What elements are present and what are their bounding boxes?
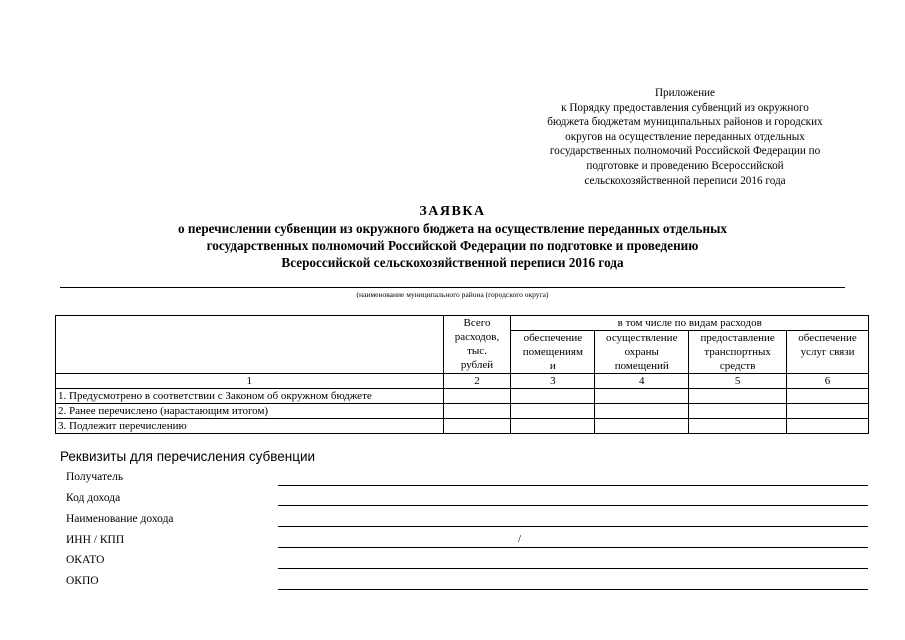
header-line: средств [719, 360, 756, 372]
column-number: 3 [511, 374, 595, 389]
header-security [595, 331, 689, 374]
recipient-label: Получатель [66, 471, 124, 483]
okato-field[interactable] [278, 568, 868, 569]
table-row [56, 419, 869, 434]
subtitle-line: Всероссийской сельскохозяйственной переписи 2016 года [281, 255, 624, 270]
header-total [443, 316, 511, 374]
document-title: ЗАЯВКА [419, 204, 486, 219]
table-cell[interactable] [511, 419, 595, 434]
table-cell[interactable] [443, 389, 511, 404]
table-cell[interactable] [443, 404, 511, 419]
appendix-line: сельскохозяйственной переписи 2016 года [584, 174, 786, 187]
okato-label: ОКАТО [66, 554, 105, 566]
table-cell[interactable] [787, 419, 869, 434]
okpo-label: ОКПО [66, 575, 99, 587]
header-line: обеспечение [523, 332, 583, 344]
table-row [56, 404, 869, 419]
column-number: 6 [787, 374, 869, 389]
income-code-field[interactable] [278, 505, 868, 506]
inn-kpp-separator: / [518, 533, 522, 545]
header-total-line: Всего [463, 317, 491, 329]
table-cell[interactable] [443, 419, 511, 434]
header-line: обеспечение [798, 332, 857, 344]
table-cell[interactable] [787, 404, 869, 419]
inn-kpp-field[interactable] [278, 547, 868, 548]
header-line: предоставление [700, 332, 775, 344]
header-communication [787, 331, 869, 374]
table-cell[interactable] [689, 419, 787, 434]
income-code-label: Код дохода [66, 492, 121, 504]
header-premises [511, 331, 595, 374]
row-label: 3. Подлежит перечислению [56, 419, 444, 434]
table-cell[interactable] [787, 389, 869, 404]
column-number: 2 [443, 374, 511, 389]
header-line: помещений [614, 360, 669, 372]
header-line: помещениям [522, 346, 583, 358]
table-cell[interactable] [511, 389, 595, 404]
okpo-field[interactable] [278, 589, 868, 590]
header-group: в том числе по видам расходов [511, 316, 869, 331]
column-number: 4 [595, 374, 689, 389]
recipient-field[interactable] [278, 485, 868, 486]
appendix-line: бюджета бюджетам муниципальных районов и городских [547, 116, 823, 129]
subtitle-line: государственных полномочий Российской Федерации по подготовке и проведению [206, 238, 699, 253]
municipality-fill-line[interactable] [60, 287, 845, 288]
table-header-row [56, 316, 869, 331]
table-cell[interactable] [595, 389, 689, 404]
column-number: 5 [689, 374, 787, 389]
table-cell[interactable] [595, 419, 689, 434]
table-cell[interactable] [595, 404, 689, 419]
appendix-line: округов на осуществление переданных отдельных [565, 130, 805, 143]
appendix-line: подготовке и проведению Всероссийской [586, 159, 784, 172]
requisites-title: Реквизиты для перечисления субвенции [60, 449, 316, 464]
table-cell[interactable] [689, 389, 787, 404]
table-cell[interactable] [689, 404, 787, 419]
header-line: транспортных [704, 346, 771, 358]
appendix-block [520, 86, 850, 188]
appendix-line: к Порядку предоставления субвенций из окружного [561, 101, 809, 114]
header-line: и [549, 360, 556, 372]
table-row [56, 389, 869, 404]
income-name-label: Наименование дохода [66, 513, 174, 525]
header-line: охраны [624, 346, 659, 358]
header-line: осуществление [606, 332, 678, 344]
document-subtitle [60, 220, 845, 271]
table-cell[interactable] [511, 404, 595, 419]
appendix-line: Приложение [654, 87, 716, 99]
row-label: 1. Предусмотрено в соответствии с Законом об окружном бюджете [56, 389, 444, 404]
header-total-line: тыс. [467, 345, 487, 357]
inn-kpp-label: ИНН / КПП [66, 534, 125, 546]
subtitle-line: о перечислении субвенции из окружного бюджета на осуществление переданных отдельных [177, 221, 728, 236]
income-name-field[interactable] [278, 526, 868, 527]
header-total-line: рублей [460, 359, 494, 371]
column-number: 1 [56, 374, 444, 389]
header-total-line: расходов, [454, 331, 500, 343]
appendix-line: государственных полномочий Российской Федерации по [549, 145, 821, 158]
header-empty-cell [56, 316, 444, 374]
header-line: услуг связи [800, 346, 855, 358]
municipality-caption: (наименование муниципального района (городского округа) [356, 290, 549, 299]
row-label: 2. Ранее перечислено (нарастающим итогом) [56, 404, 444, 419]
expenses-table [55, 315, 869, 434]
header-transport [689, 331, 787, 374]
column-number-row [56, 374, 869, 389]
